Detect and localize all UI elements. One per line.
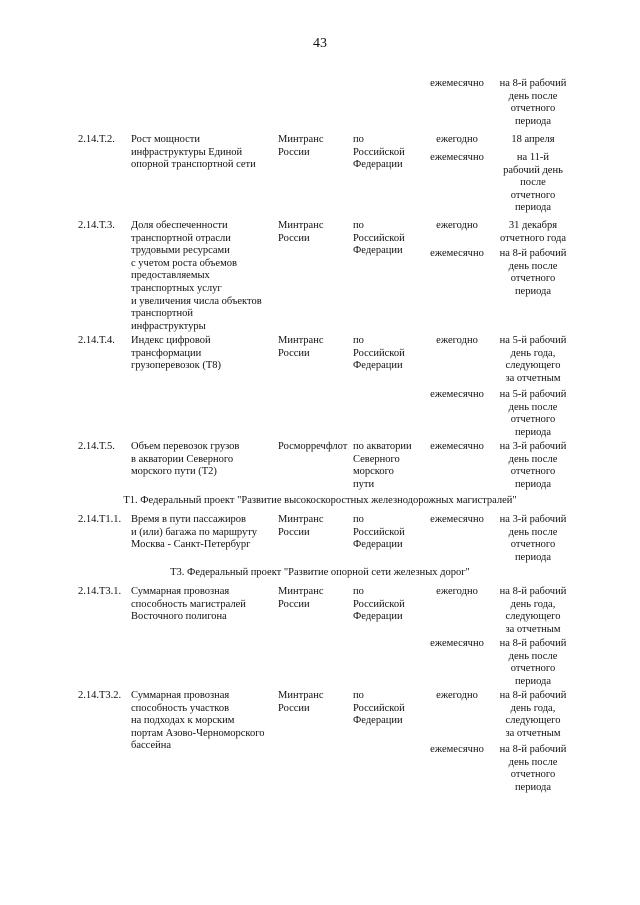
deadline-line: 31 декабря [508, 220, 558, 231]
deadline-line: день после [508, 650, 558, 662]
indicator-name-line: в акватории Северного [131, 453, 234, 465]
indicator-name-line: Суммарная провозная [131, 586, 230, 597]
deadline-line: на 8-й рабочий [499, 690, 567, 701]
periodicity: ежемесячно [430, 514, 484, 525]
territory-line: Северного [353, 453, 400, 465]
deadline-line: день года, [510, 598, 556, 610]
deadline [496, 744, 570, 794]
periodicity: ежегодно [436, 134, 478, 145]
indicator-code: 2.14.Т3.2. [78, 690, 122, 701]
deadline-line: после [520, 177, 546, 189]
territory-line: Федерации [353, 245, 403, 257]
territory-line: морского [353, 466, 394, 478]
territory-line: по [353, 514, 364, 525]
indicator-name-line: Объем перевозок грузов [131, 441, 240, 452]
indicator-name-line: и увеличения числа объектов [131, 295, 262, 307]
indicator-name-line: опорной транспортной сети [131, 159, 256, 171]
territory-line: Российской [353, 347, 405, 359]
territory-line: Российской [353, 598, 405, 610]
territory-line: по акватории [353, 441, 412, 452]
deadline [496, 586, 570, 636]
deadline-line: периода [514, 478, 552, 490]
indicator-name-line: транспортной отрасли [131, 232, 231, 244]
responsible-agency-line: России [278, 347, 310, 359]
deadline-line: следующего [505, 715, 561, 727]
deadline-line: отчетного [510, 466, 556, 478]
responsible-agency-line: Росморречфлот [278, 441, 348, 452]
periodicity: ежегодно [436, 220, 478, 231]
territory-line: по [353, 335, 364, 346]
deadline-line: отчетного [510, 769, 556, 781]
deadline [496, 134, 570, 147]
deadline-line: периода [514, 115, 552, 127]
periodicity: ежемесячно [430, 441, 484, 452]
indicator-code: 2.14.Т3.1. [78, 586, 122, 597]
territory-line: по [353, 586, 364, 597]
deadline-line: периода [514, 781, 552, 793]
periodicity: ежемесячно [430, 744, 484, 755]
section-heading: Т3. Федеральный проект "Развитие опорной сети железных дорог" [170, 567, 470, 578]
responsible-agency [278, 220, 354, 245]
deadline [496, 690, 570, 740]
indicator-name-line: предоставляемых [131, 270, 210, 282]
indicator-name-line: морского пути (Т2) [131, 466, 217, 478]
territory-line: по [353, 134, 364, 145]
deadline-line: на 8-й рабочий [499, 744, 567, 755]
deadline-line: за отчетным [505, 372, 561, 384]
responsible-agency-line: Минтранс [278, 690, 324, 701]
territory-line: Российской [353, 146, 405, 158]
deadline [496, 335, 570, 385]
indicator-name-line: Время в пути пассажиров [131, 514, 247, 525]
indicator-name [131, 220, 279, 333]
periodicity: ежемесячно [430, 78, 484, 89]
responsible-agency [278, 335, 354, 360]
responsible-agency-line: России [278, 232, 310, 244]
deadline-line: отчетного года [499, 232, 566, 244]
deadline-line: за отчетным [505, 623, 561, 635]
indicator-name-line: Суммарная провозная [131, 690, 230, 701]
territory-line: Федерации [353, 715, 403, 727]
indicator-name-line: и (или) багажа по маршруту [131, 526, 257, 538]
page-number: 43 [313, 36, 327, 51]
indicator-code: 2.14.Т1.1. [78, 514, 122, 525]
indicator-name-line: Рост мощности [131, 134, 200, 145]
deadline-line: отчетного [510, 663, 556, 675]
territory-line: Федерации [353, 611, 403, 623]
indicator-name-line: грузоперевозок (Т8) [131, 360, 222, 372]
deadline-line: 18 апреля [511, 134, 555, 145]
deadline-line: на 5-й рабочий [499, 389, 567, 400]
indicator-name-line: инфраструктуры Единой [131, 146, 243, 158]
responsible-agency-line: Минтранс [278, 586, 324, 597]
deadline-line: на 11-й [516, 152, 550, 163]
deadline-line: день после [508, 526, 558, 538]
deadline-line: отчетного [510, 539, 556, 551]
indicator-name-line: портам Азово-Черноморского [131, 727, 265, 739]
deadline [496, 152, 570, 215]
territory-line: пути [353, 478, 375, 490]
responsible-agency [278, 134, 354, 159]
responsible-agency-line: Минтранс [278, 220, 324, 231]
deadline-line: отчетного [510, 189, 556, 201]
territory-line: Федерации [353, 539, 403, 551]
responsible-agency-line: Минтранс [278, 134, 324, 145]
territory-line: Федерации [353, 360, 403, 372]
deadline-line: день после [508, 453, 558, 465]
periodicity: ежегодно [436, 690, 478, 701]
indicator-name [131, 335, 279, 373]
indicator-name-line: с учетом роста объемов [131, 257, 237, 269]
periodicity: ежемесячно [430, 152, 484, 163]
deadline-line: периода [514, 551, 552, 563]
territory-line: Российской [353, 232, 405, 244]
indicator-name-line: Москва - Санкт-Петербург [131, 539, 251, 551]
indicator-name-line: Восточного полигона [131, 611, 227, 623]
deadline [496, 389, 570, 439]
indicator-name-line: бассейна [131, 740, 172, 752]
responsible-agency-line: Минтранс [278, 514, 324, 525]
deadline-line: за отчетным [505, 727, 561, 739]
deadline-line: на 3-й рабочий [499, 514, 567, 525]
deadline-line: периода [514, 202, 552, 214]
indicator-name [131, 441, 279, 479]
indicator-name-line: способность магистралей [131, 598, 246, 610]
deadline-line: на 3-й рабочий [499, 441, 567, 452]
deadline-line: день после [508, 401, 558, 413]
deadline-line: день после [508, 756, 558, 768]
deadline-line: периода [514, 285, 552, 297]
indicator-name-line: транспортной [131, 308, 193, 320]
deadline [496, 441, 570, 491]
territory-line: Федерации [353, 159, 403, 171]
deadline-line: на 8-й рабочий [499, 586, 567, 597]
indicator-name [131, 690, 279, 753]
indicator-name [131, 586, 279, 624]
deadline-line: периода [514, 675, 552, 687]
deadline-line: рабочий день [503, 164, 563, 176]
deadline-line: отчетного [510, 103, 556, 115]
indicator-code: 2.14.Т.4. [78, 335, 115, 346]
indicator-name-line: Индекс цифровой [131, 335, 211, 346]
indicator-name-line: транспортных услуг [131, 282, 222, 294]
indicator-code: 2.14.Т.5. [78, 441, 115, 452]
deadline-line: день года, [510, 347, 556, 359]
responsible-agency-line: России [278, 146, 310, 158]
deadline [496, 220, 570, 245]
periodicity: ежемесячно [430, 638, 484, 649]
deadline [496, 638, 570, 688]
indicator-name-line: на подходах к морским [131, 715, 235, 727]
deadline-line: отчетного [510, 273, 556, 285]
deadline-line: отчетного [510, 414, 556, 426]
periodicity: ежемесячно [430, 389, 484, 400]
responsible-agency [278, 441, 354, 454]
indicator-name-line: трансформации [131, 347, 202, 359]
responsible-agency-line: России [278, 702, 310, 714]
territory-line: Российской [353, 702, 405, 714]
responsible-agency [278, 514, 354, 539]
indicator-name [131, 514, 279, 552]
deadline-line: на 5-й рабочий [499, 335, 567, 346]
deadline [496, 248, 570, 298]
indicator-name-line: инфраструктуры [131, 320, 206, 332]
deadline [496, 78, 570, 128]
deadline-line: день года, [510, 702, 556, 714]
responsible-agency [278, 690, 354, 715]
deadline-line: следующего [505, 611, 561, 623]
deadline-line: день после [508, 90, 558, 102]
territory-line: по [353, 690, 364, 701]
deadline-line: следующего [505, 360, 561, 372]
deadline-line: на 8-й рабочий [499, 78, 567, 89]
responsible-agency [278, 586, 354, 611]
indicator-code: 2.14.Т.3. [78, 220, 115, 231]
deadline-line: на 8-й рабочий [499, 248, 567, 259]
periodicity: ежемесячно [430, 248, 484, 259]
indicator-name [131, 134, 279, 172]
responsible-agency-line: России [278, 526, 310, 538]
indicator-name-line: трудовыми ресурсами [131, 245, 230, 257]
responsible-agency-line: Минтранс [278, 335, 324, 346]
indicator-code: 2.14.Т.2. [78, 134, 115, 145]
deadline [496, 514, 570, 564]
responsible-agency-line: России [278, 598, 310, 610]
periodicity: ежегодно [436, 335, 478, 346]
deadline-line: день после [508, 260, 558, 272]
territory-line: по [353, 220, 364, 231]
indicator-name-line: способность участков [131, 702, 230, 714]
indicator-name-line: Доля обеспеченности [131, 220, 228, 231]
section-heading: Т1. Федеральный проект "Развитие высокоскоростных железнодорожных магистралей" [123, 495, 517, 506]
deadline-line: периода [514, 426, 552, 438]
deadline-line: на 8-й рабочий [499, 638, 567, 649]
periodicity: ежегодно [436, 586, 478, 597]
territory-line: Российской [353, 526, 405, 538]
